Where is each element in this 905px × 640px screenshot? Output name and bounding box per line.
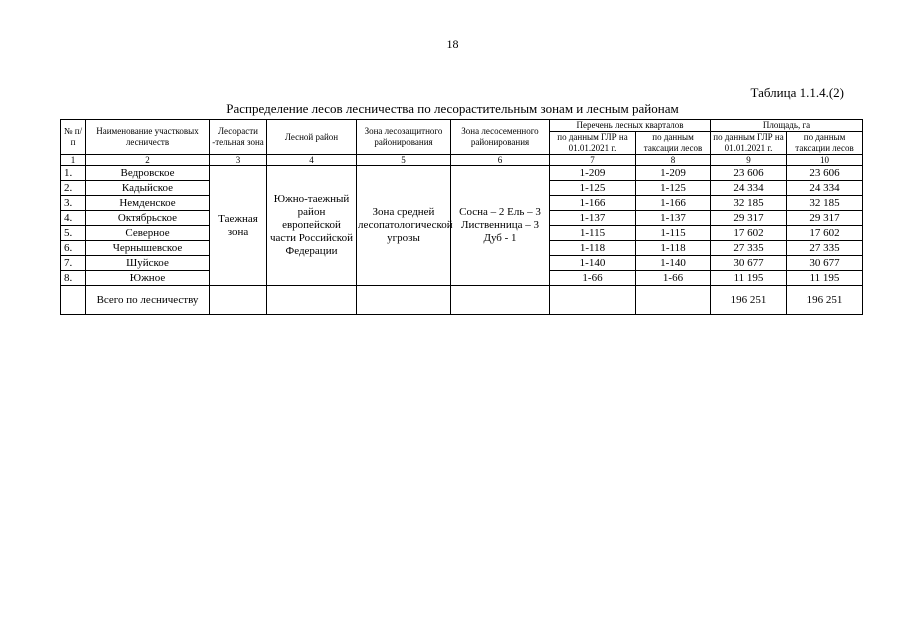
total-label: Всего по лесничеству: [86, 286, 210, 315]
header-district: Лесной район: [267, 120, 357, 155]
column-number: 4: [267, 155, 357, 166]
total-row: [61, 286, 863, 315]
column-number: 5: [357, 155, 451, 166]
column-number: 9: [711, 155, 787, 166]
row-quarters-tax: 1-166: [636, 196, 711, 211]
row-name: Шуйское: [86, 256, 210, 271]
row-num: 6.: [61, 241, 86, 256]
total-empty-cell: [267, 286, 357, 315]
column-number: 7: [550, 155, 636, 166]
row-area-glr: 30 677: [711, 256, 787, 271]
column-number: 1: [61, 155, 86, 166]
total-empty-cell: [61, 286, 86, 315]
total-empty-cell: [357, 286, 451, 315]
row-name: Северное: [86, 226, 210, 241]
header-seed-zone: Зона лесосеменного районирования: [451, 120, 550, 155]
header-row-1: [61, 120, 863, 132]
header-area-group: Площадь, га: [711, 120, 863, 132]
row-area-tax: 11 195: [787, 271, 863, 286]
row-quarters-glr: 1-118: [550, 241, 636, 256]
total-empty-cell: [210, 286, 267, 315]
row-area-tax: 23 606: [787, 166, 863, 181]
row-area-glr: 24 334: [711, 181, 787, 196]
total-area-tax: 196 251: [787, 286, 863, 315]
row-quarters-tax: 1-66: [636, 271, 711, 286]
row-area-tax: 17 602: [787, 226, 863, 241]
row-quarters-glr: 1-209: [550, 166, 636, 181]
row-quarters-tax: 1-137: [636, 211, 711, 226]
forest-distribution-table: [60, 119, 863, 315]
header-num: № п/ п: [61, 120, 86, 155]
row-area-glr: 23 606: [711, 166, 787, 181]
row-quarters-glr: 1-140: [550, 256, 636, 271]
row-area-tax: 27 335: [787, 241, 863, 256]
total-empty-cell: [636, 286, 711, 315]
row-area-glr: 27 335: [711, 241, 787, 256]
merged-seed-zone: Сосна – 2 Ель – 3 Лиственница – 3 Дуб - 1: [451, 166, 550, 286]
column-number: 8: [636, 155, 711, 166]
row-quarters-tax: 1-140: [636, 256, 711, 271]
row-area-glr: 29 317: [711, 211, 787, 226]
row-area-tax: 24 334: [787, 181, 863, 196]
row-quarters-glr: 1-166: [550, 196, 636, 211]
total-empty-cell: [550, 286, 636, 315]
header-name: Наименование участковых лесничеств: [86, 120, 210, 155]
row-area-glr: 11 195: [711, 271, 787, 286]
header-area-tax: по данным таксации лесов: [787, 132, 863, 155]
row-name: Чернышевское: [86, 241, 210, 256]
merged-district: Южно-таежный район европейской части Российской Федерации: [267, 166, 357, 286]
row-name: Ведровское: [86, 166, 210, 181]
row-name: Кадыйское: [86, 181, 210, 196]
header-protect-zone: Зона лесозащитного районирования: [357, 120, 451, 155]
header-quarters-group: Перечень лесных кварталов: [550, 120, 711, 132]
row-quarters-glr: 1-137: [550, 211, 636, 226]
row-area-tax: 32 185: [787, 196, 863, 211]
header-zone: Лесорасти -тельная зона: [210, 120, 267, 155]
row-num: 2.: [61, 181, 86, 196]
total-area-glr: 196 251: [711, 286, 787, 315]
column-number: 3: [210, 155, 267, 166]
row-quarters-glr: 1-66: [550, 271, 636, 286]
row-quarters-tax: 1-115: [636, 226, 711, 241]
row-area-tax: 29 317: [787, 211, 863, 226]
row-quarters-tax: 1-118: [636, 241, 711, 256]
row-name: Южное: [86, 271, 210, 286]
page-number: 18: [446, 37, 459, 51]
row-num: 5.: [61, 226, 86, 241]
row-quarters-tax: 1-125: [636, 181, 711, 196]
row-num: 4.: [61, 211, 86, 226]
row-name: Немденское: [86, 196, 210, 211]
table-reference: Таблица 1.1.4.(2): [750, 85, 844, 100]
column-number: 6: [451, 155, 550, 166]
column-number: 2: [86, 155, 210, 166]
total-empty-cell: [451, 286, 550, 315]
row-num: 3.: [61, 196, 86, 211]
row-num: 8.: [61, 271, 86, 286]
row-quarters-glr: 1-125: [550, 181, 636, 196]
row-num: 1.: [61, 166, 86, 181]
row-area-tax: 30 677: [787, 256, 863, 271]
column-number: 10: [787, 155, 863, 166]
header-area-glr: по данным ГЛР на 01.01.2021 г.: [711, 132, 787, 155]
row-area-glr: 32 185: [711, 196, 787, 211]
table-title: Распределение лесов лесничества по лесорастительным зонам и лесным районам: [226, 101, 679, 116]
merged-zone: Таежная зона: [210, 166, 267, 286]
row-quarters-glr: 1-115: [550, 226, 636, 241]
table-row: [61, 166, 863, 181]
header-quarters-tax: по данным таксации лесов: [636, 132, 711, 155]
row-area-glr: 17 602: [711, 226, 787, 241]
header-quarters-glr: по данным ГЛР на 01.01.2021 г.: [550, 132, 636, 155]
row-quarters-tax: 1-209: [636, 166, 711, 181]
row-name: Октябрьское: [86, 211, 210, 226]
merged-protect-zone: Зона средней лесопатологической угрозы: [357, 166, 451, 286]
column-number-row: [61, 155, 863, 166]
row-num: 7.: [61, 256, 86, 271]
